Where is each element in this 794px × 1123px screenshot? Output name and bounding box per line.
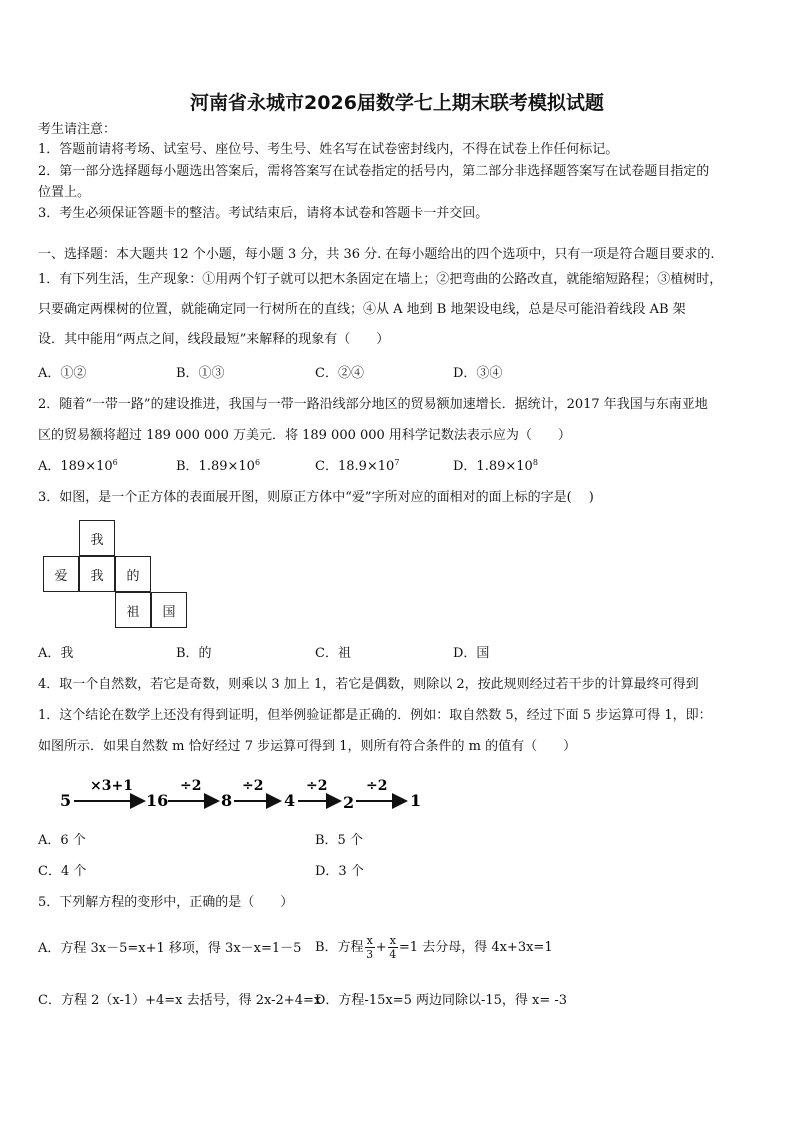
notice-item: 2．第一部分选择题每小题选出答案后，需将答案写在试卷指定的括号内，第二部分非选择题答案写在试卷题目指定的 [38,164,710,179]
cube-net-diagram [43,520,193,630]
question-1-text: 设．其中能用“两点之间，线段最短”来解释的现象有（ ） [38,332,390,347]
q5-option-a: A．方程 3x－5=x+1 移项，得 3x－x=1－5 [38,941,302,956]
q1-option-c: C．②④ [315,366,364,381]
q4-option-c: C．4 个 [38,864,87,879]
q2-option-a: A．$189\times 10^6$ [38,458,118,474]
question-2-text: 2．随着“一带一路”的建设推进，我国与一带一路沿线部分地区的贸易额加速增长．据统计，2017 年我国与东南亚地 [38,397,708,412]
notice-heading: 考生请注意： [38,122,117,137]
section-heading: 一、选择题：本大题共 12 个小题，每小题 3 分，共 36 分. 在每小题给出的四个选项中，只有一项是符合题目要求的. [38,247,715,262]
q2-option-c: C．$18.9\times 10^7$ [315,458,400,474]
notice-item: 3．考生必须保证答题卡的整洁。考试结束后，请将本试卷和答题卡一并交回。 [38,206,489,221]
question-4-text: 如图所示．如果自然数 m 恰好经过 7 步运算可得到 1，则所有符合条件的 m 的值有（ ） [38,739,577,754]
fraction-x-over-3: $\frac{x}{3}$ [366,934,374,961]
net-cell-right: 的 [115,556,151,592]
question-2-text: 区的贸易额将超过 189 000 000 万美元．将 189 000 000 用科学记数法表示应为（ ） [38,428,571,443]
net-cell-left: 爱 [43,556,79,592]
q3-option-c: C．祖 [315,646,351,661]
notice-item: 位置上。 [38,185,91,200]
flow-operation: ×3+1 [90,778,133,794]
notice-item: 1．答题前请将考场、试室号、座位号、考生号、姓名写在试卷密封线内，不得在试卷上作任何标记。 [38,142,619,157]
q5-option-c: C．方程 2（x-1）+4=x 去括号，得 2x-2+4=x [38,993,322,1008]
net-cell-center: 我 [79,556,115,592]
fraction-x-over-4: $\frac{x}{4}$ [389,934,397,961]
q1-option-d: D．③④ [453,366,503,381]
flow-number: 4 [284,791,296,810]
q2-option-d: D．$1.89\times 10^8$ [453,458,538,474]
question-5-text: 5．下列解方程的变形中，正确的是（ ） [38,895,294,910]
q4-option-d: D．3 个 [315,864,364,879]
flow-number: 2 [343,793,355,812]
net-cell-bottom-1: 祖 [115,592,151,628]
question-4-text: 1．这个结论在数学上还没有得到证明，但举例验证都是正确的．例如：取自然数 5，经过下面 5 步运算可得 1，即： [38,708,712,723]
flow-operation: ÷2 [242,778,264,794]
q3-option-d: D．国 [453,646,490,661]
question-1-text: 1．有下列生活，生产现象：①用两个钉子就可以把木条固定在墙上；②把弯曲的公路改直，就能缩短路程；③植树时， [38,272,723,287]
flow-operation: ÷2 [306,778,328,794]
flow-number: 5 [60,791,72,810]
flow-operation: ÷2 [180,778,202,794]
question-4-text: 4．取一个自然数，若它是奇数，则乘以 3 加上 1，若它是偶数，则除以 2，按此规则经过若干步的计算最终可得到 [38,677,699,692]
question-1-text: 只要确定两棵树的位置，就能确定同一行树所在的直线；④从 A 地到 B 地架设电线，总是尽可能沿着线段 AB 架 [38,302,686,317]
collatz-flow-diagram [58,774,438,814]
q3-option-b: B．的 [176,646,212,661]
flow-number: 8 [221,791,233,810]
q5-option-d: D．方程-15x=5 两边同除以-15，得 x= -3 [315,993,568,1008]
question-3-text: 3．如图，是一个正方体的表面展开图，则原正方体中“爱”字所对应的面相对的面上标的字是( ) [38,490,594,505]
flow-number: 16 [146,791,169,810]
q5-option-b: B．方程 $\frac{x}{3}$ + $\frac{x}{4}$ =1 去分母，得 4x+3x=1 [315,934,553,961]
page-title: 河南省永城市2026届数学七上期末联考模拟试题 [190,92,604,114]
net-cell-bottom-2: 国 [151,592,187,628]
q2-option-b: B．$1.89\times 10^6$ [176,458,261,474]
q1-option-b: B．①③ [176,366,225,381]
flow-operation: ÷2 [366,778,388,794]
net-cell-top: 我 [79,520,115,556]
q4-option-a: A．6 个 [38,833,86,848]
flow-number: 1 [410,791,422,810]
q4-option-b: B．5 个 [315,833,363,848]
q3-option-a: A．我 [38,646,74,661]
q1-option-a: A．①② [38,366,87,381]
